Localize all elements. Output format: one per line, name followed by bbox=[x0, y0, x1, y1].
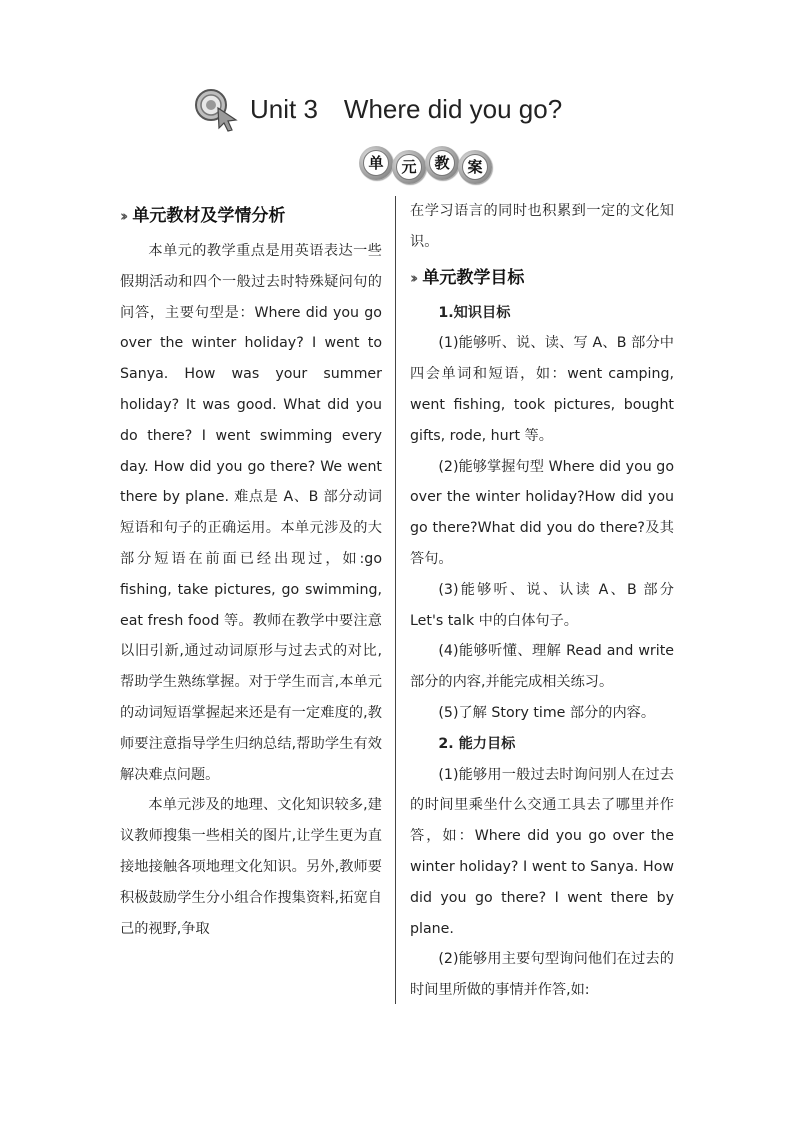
analysis-paragraph-2: 本单元涉及的地理、文化知识较多,建议教师搜集一些相关的图片,让学生更为直接地接触各项地理文化知识。另外,教师要积极鼓励学生分小组合作搜集资料,拓宽自己的视野,争取 bbox=[120, 797, 382, 937]
badge-3: 教 bbox=[425, 146, 459, 180]
right-column bbox=[410, 196, 674, 1006]
unit-header bbox=[0, 82, 794, 142]
knowledge-item-5: (5)了解 Story time 部分的内容。 bbox=[438, 704, 656, 721]
ability-item-1: (1)能够用一般过去时询问别人在过去的时间里乘坐什么交通工具去了哪里并作答，如：Where did you go over the winter holiday? I went to Sanya. How did you go there? I went there by plane. bbox=[410, 766, 674, 937]
section-heading-analysis: ›› 单元教材及学情分析 bbox=[120, 196, 382, 236]
analysis-paragraph-1: 本单元的教学重点是用英语表达一些假期活动和四个一般过去时特殊疑问句的问答，主要句型是：Where did you go over the winter holiday? I went to Sanya. How was your summer holiday? It was good. What did you do there? I went swimming every day. How did you go there? We went there by plane. 难点是 A、B 部分动词短语和句子的正确运用。本单元涉及的大部分短语在前面已经出现过，如:go fishing, take pictures, go swimming, eat fresh food 等。教师在教学中要注意以旧引新,通过动词原形与过去式的对比,帮助学生熟练掌握。对于学生而言,本单元的动词短语掌握起来还是有一定难度的,教师要注意指导学生归纳总结,帮助学生有效解决难点问题。 bbox=[120, 243, 382, 783]
unit-plan-badges bbox=[359, 146, 499, 186]
column-divider bbox=[395, 196, 396, 1004]
subheading-knowledge: 1.知识目标 bbox=[438, 304, 511, 321]
double-chevron-icon: ›› bbox=[120, 207, 125, 225]
ability-item-2: (2)能够用主要句型询问他们在过去的时间里所做的事情并作答,如: bbox=[410, 951, 674, 999]
knowledge-item-1: (1)能够听、说、读、写 A、B 部分中四会单词和短语，如：went camping, went fishing, took pictures, bought gifts, rode, hurt 等。 bbox=[410, 335, 674, 444]
badge-4: 案 bbox=[458, 150, 492, 184]
double-chevron-icon: ›› bbox=[410, 268, 415, 287]
section-heading-objectives: ›› 单元教学目标 bbox=[410, 258, 674, 298]
magnifier-cursor-icon bbox=[192, 86, 240, 132]
knowledge-item-3: (3)能够听、说、认读 A、B 部分 Let's talk 中的白体句子。 bbox=[410, 581, 674, 629]
page-title: Unit 3 Where did you go? bbox=[250, 94, 563, 124]
badge-2: 元 bbox=[392, 150, 426, 184]
badge-1: 单 bbox=[359, 146, 393, 180]
subheading-ability: 2. 能力目标 bbox=[438, 735, 516, 752]
knowledge-item-4: (4)能够听懂、理解 Read and write 部分的内容,并能完成相关练习。 bbox=[410, 643, 674, 691]
knowledge-item-2: (2)能够掌握句型 Where did you go over the winter holiday?How did you go there?What did you do there?及其答句。 bbox=[410, 458, 674, 567]
analysis-paragraph-continuation: 在学习语言的同时也积累到一定的文化知识。 bbox=[410, 203, 674, 250]
left-column bbox=[120, 196, 382, 944]
